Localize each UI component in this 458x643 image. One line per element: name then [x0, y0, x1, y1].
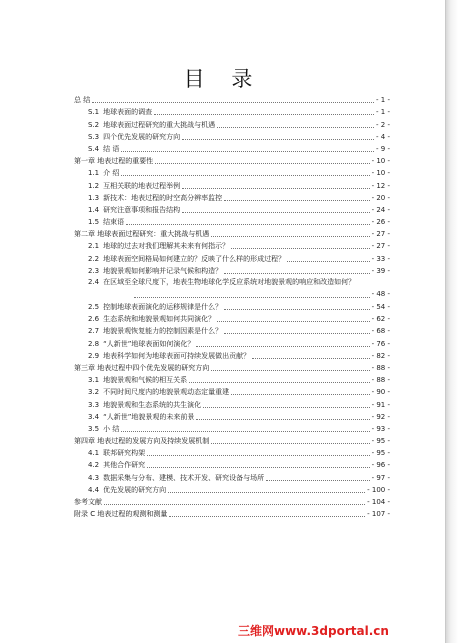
toc-entry[interactable]: [74, 349, 390, 361]
toc-entry-page: - 10 -: [371, 157, 390, 166]
toc-entry-label: 优先发展的研究方向: [103, 485, 167, 494]
toc-entry-continuation: [74, 288, 390, 300]
toc-leader-dots: [231, 394, 369, 395]
toc-entry-page: - 20 -: [371, 193, 390, 202]
toc-entry-number: S.4: [88, 144, 100, 153]
toc-leader-dots: [203, 407, 369, 408]
toc-entry[interactable]: [74, 385, 390, 397]
toc-entry-page: - 90 -: [371, 388, 390, 397]
toc-entry-label: 互相关联的地表过程举例: [103, 181, 181, 190]
toc-entry-label: 附录 C 地表过程的观测和测量: [74, 510, 168, 519]
toc-leader-dots: [224, 333, 369, 334]
toc-entry[interactable]: [74, 203, 390, 215]
toc-leader-dots: [126, 224, 369, 225]
toc-entry-number: 1.5: [88, 218, 100, 227]
toc-entry-page: - 27 -: [371, 242, 390, 251]
page-title: 目 录: [183, 67, 263, 91]
toc-entry[interactable]: [74, 93, 390, 105]
toc-leader-dots: [121, 175, 369, 176]
toc-entry-page: - 26 -: [371, 218, 390, 227]
toc-entry[interactable]: [74, 142, 390, 154]
toc-entry[interactable]: [74, 495, 390, 507]
toc-entry-label: 研究注意事项和报告结构: [103, 205, 181, 214]
toc-entry[interactable]: [74, 215, 390, 227]
toc-entry-number: 1.1: [88, 169, 100, 178]
toc-entry-number: 1.4: [88, 205, 100, 214]
toc-entry-page: - 4 -: [376, 132, 390, 141]
toc-entry-number: 2.9: [88, 351, 100, 360]
toc-entry-page: - 62 -: [371, 315, 390, 324]
toc-entry-page: - 88 -: [371, 376, 390, 385]
toc-leader-dots: [155, 163, 369, 164]
toc-leader-dots: [121, 431, 369, 432]
page-edge-shadow: [446, 0, 458, 643]
toc-entry-label: 小 结: [103, 424, 120, 433]
toc-entry-label: 控制地球表面演化的运移规律是什么？: [103, 303, 223, 311]
toc-entry-label: 地球表面空间格局如何建立的？反映了什么样的形成过程？: [103, 254, 286, 263]
toc-entry-number: S.3: [88, 132, 100, 141]
toc-entry-page: - 24 -: [371, 205, 390, 214]
toc-leader-dots: [224, 309, 369, 310]
toc-leader-dots: [217, 127, 374, 128]
toc-entry-label: 参考文献: [74, 498, 102, 506]
toc-entry[interactable]: [74, 434, 390, 446]
site-watermark: 三维网www.3dportal.cn: [238, 624, 389, 638]
toc-entry[interactable]: [74, 300, 390, 312]
toc-entry-number: 4.3: [88, 473, 100, 482]
toc-entry[interactable]: [74, 154, 390, 166]
toc-entry-page: - 1 -: [376, 96, 390, 105]
toc-entry-number: 4.4: [88, 485, 100, 494]
toc-entry-page: - 91 -: [371, 400, 390, 409]
toc-entry-number: S.2: [88, 120, 100, 129]
toc-entry-label: 地表科学如何为地球表面可持续发展做出贡献？: [103, 351, 251, 360]
toc-entry-page: - 27 -: [371, 230, 390, 239]
toc-leader-dots: [154, 114, 374, 115]
toc-entry-number: 1.2: [88, 181, 100, 190]
toc-entry-number: 4.1: [88, 449, 100, 458]
toc-leader-dots: [147, 455, 369, 456]
toc-leader-dots: [224, 200, 369, 201]
toc-entry[interactable]: [74, 458, 390, 470]
toc-entry-number: 2.8: [88, 339, 100, 348]
toc-entry-label: 第一章 地表过程的重要性: [74, 157, 154, 166]
toc-entry-page: - 82 -: [371, 351, 390, 360]
toc-entry[interactable]: [74, 178, 390, 190]
toc-entry-wrapped[interactable]: [74, 276, 390, 300]
toc-leader-dots: [189, 382, 369, 383]
toc-entry[interactable]: [74, 251, 390, 263]
toc-entry-label: 四个优先发展的研究方向: [103, 132, 181, 141]
toc-entry-label: 在区域至全球尺度下，地表生物地球化学反应系统对地貌景观的响应和改造如何？: [103, 277, 356, 286]
table-of-contents: [74, 93, 390, 519]
toc-leader-dots: [168, 492, 365, 493]
toc-entry-page: - 33 -: [371, 254, 390, 263]
toc-entry-page: - 54 -: [371, 303, 390, 311]
toc-entry-page: - 12 -: [371, 181, 390, 190]
toc-entry-page: - 76 -: [371, 339, 390, 348]
toc-leader-dots: [217, 321, 369, 322]
toc-entry-number: 3.3: [88, 400, 100, 409]
toc-entry-label: “人新世”地球表面如何演化？: [103, 339, 195, 348]
toc-entry-label: 地貌景观和生态系统的共生演化: [103, 400, 202, 409]
toc-leader-dots: [92, 102, 374, 103]
toc-leader-dots: [182, 188, 369, 189]
toc-entry-number: S.1: [88, 108, 100, 117]
toc-entry-label: 不同时间尺度内的地貌景观动态定量重建: [103, 388, 230, 397]
toc-entry-page: - 48 -: [371, 289, 390, 298]
toc-entry[interactable]: [74, 483, 390, 495]
toc-entry-page: - 93 -: [371, 424, 390, 433]
toc-entry[interactable]: [74, 130, 390, 142]
toc-leader-dots: [231, 248, 369, 249]
toc-leader-dots: [196, 419, 369, 420]
toc-entry-number: 3.2: [88, 388, 100, 397]
toc-entry[interactable]: [74, 227, 390, 239]
toc-entry[interactable]: [74, 264, 390, 276]
toc-entry-number: 2.4: [88, 277, 100, 286]
toc-leader-dots: [211, 443, 369, 444]
toc-entry[interactable]: [74, 105, 390, 117]
toc-entry-page: - 68 -: [371, 327, 390, 336]
toc-entry[interactable]: [74, 446, 390, 458]
toc-entry[interactable]: [74, 336, 390, 348]
toc-entry-label: 总 结: [74, 96, 91, 105]
toc-entry-label: 地球表面过程研究的重大挑战与机遇: [103, 120, 216, 129]
toc-leader-dots: [252, 358, 369, 359]
toc-leader-dots: [182, 212, 369, 213]
toc-entry[interactable]: [74, 470, 390, 482]
toc-entry-page: - 2 -: [376, 120, 390, 129]
toc-entry-number: 2.1: [88, 242, 100, 251]
toc-entry-number: 2.7: [88, 327, 100, 336]
toc-entry-page: - 97 -: [371, 473, 390, 482]
toc-entry-number: 2.3: [88, 266, 100, 275]
toc-leader-dots: [211, 236, 369, 237]
toc-entry-label: 地貌景观如何影响并记录气候和构造？: [103, 266, 223, 275]
toc-entry[interactable]: [74, 373, 390, 385]
toc-entry[interactable]: [74, 324, 390, 336]
toc-entry[interactable]: [74, 410, 390, 422]
toc-leader-dots: [169, 516, 365, 517]
toc-leader-dots: [287, 261, 369, 262]
toc-entry-number: 1.3: [88, 193, 100, 202]
toc-entry-label: 第四章 地表过程的发展方向及持续发展机制: [74, 437, 210, 446]
toc-entry-label: 新技术：地表过程的时空高分辨率监控: [103, 193, 223, 202]
toc-entry-label: 第三章 地表过程中四个优先发展的研究方向: [74, 363, 210, 372]
toc-entry[interactable]: [74, 166, 390, 178]
toc-entry-number: 2.2: [88, 254, 100, 263]
toc-entry-label: 地球表面的调查: [103, 108, 153, 117]
toc-entry-page: - 107 -: [367, 510, 390, 519]
toc-entry-page: - 39 -: [371, 266, 390, 275]
toc-leader-dots: [121, 151, 374, 152]
toc-entry-page: - 104 -: [367, 498, 390, 506]
toc-entry-label: 数据采集与分布、建模、技术开发、研究设备与场所: [103, 473, 265, 482]
toc-entry-number: 3.4: [88, 412, 100, 421]
toc-entry-number: 2.5: [88, 303, 100, 311]
toc-entry-number: 2.6: [88, 315, 100, 324]
toc-leader-dots: [182, 139, 374, 140]
toc-entry-label: 地貌景观恢复能力的控制因素是什么？: [103, 327, 223, 336]
toc-entry-page: - 92 -: [371, 412, 390, 421]
toc-leader-dots: [196, 346, 369, 347]
toc-entry-page: - 96 -: [371, 461, 390, 470]
toc-entry-page: - 9 -: [376, 144, 390, 153]
toc-entry[interactable]: [74, 397, 390, 409]
toc-entry-number: 3.1: [88, 376, 100, 385]
toc-leader-dots: [266, 480, 369, 481]
toc-entry-page: - 95 -: [371, 437, 390, 446]
toc-entry-label: 介 绍: [103, 169, 120, 178]
toc-entry-label: “人新世”地貌景观的未来前景: [103, 412, 195, 421]
toc-entry-number: 3.5: [88, 424, 100, 433]
toc-leader-dots: [134, 297, 370, 298]
toc-entry-label: 生态系统和地貌景观如何共同演化？: [103, 315, 216, 324]
toc-entry-page: - 1 -: [376, 108, 390, 117]
toc-entry-page: - 100 -: [367, 485, 390, 494]
toc-entry-number: 4.2: [88, 461, 100, 470]
toc-entry[interactable]: [74, 507, 390, 519]
toc-entry-label: 结束语: [103, 218, 125, 227]
toc-entry-label: 地貌景观和气候的相互关系: [103, 376, 188, 385]
toc-entry-label: 第二章 地球表面过程研究：重大挑战与机遇: [74, 230, 210, 239]
toc-leader-dots: [224, 273, 369, 274]
toc-entry[interactable]: [74, 312, 390, 324]
toc-leader-dots: [147, 467, 369, 468]
toc-entry[interactable]: [74, 422, 390, 434]
toc-entry[interactable]: [74, 117, 390, 129]
toc-entry[interactable]: [74, 191, 390, 203]
toc-leader-dots: [211, 370, 369, 371]
toc-entry-label: 联邦研究构架: [103, 449, 146, 458]
toc-entry-label: 其他合作研究: [103, 461, 146, 470]
toc-leader-dots: [104, 504, 365, 505]
toc-entry-label: 地球的过去对我们理解其未来有何指示？: [103, 242, 230, 251]
toc-entry-page: - 88 -: [371, 363, 390, 372]
toc-entry-page: - 95 -: [371, 449, 390, 458]
toc-entry-page: - 10 -: [371, 169, 390, 178]
toc-entry[interactable]: [74, 239, 390, 251]
toc-entry-label: 结 语: [103, 144, 120, 153]
toc-entry[interactable]: [74, 361, 390, 373]
